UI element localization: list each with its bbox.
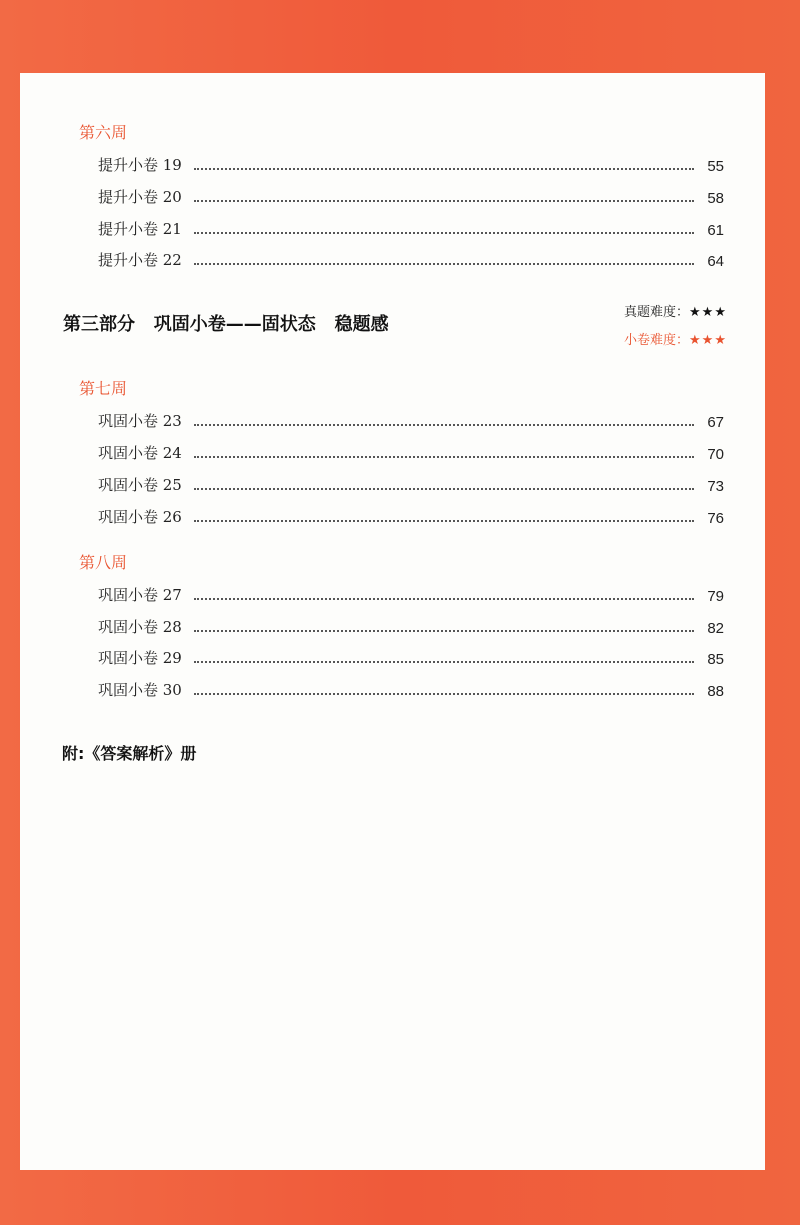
page-number: 82 xyxy=(707,620,724,637)
week8-heading: 第八周 xyxy=(79,553,128,572)
real-difficulty-rating xyxy=(624,301,727,320)
toc-entry[interactable] xyxy=(98,151,724,175)
week7-heading: 第七周 xyxy=(79,379,128,398)
dot-leader xyxy=(194,629,694,632)
star-icon: ★★★ xyxy=(689,333,727,348)
dot-leader xyxy=(194,199,694,202)
page-number: 64 xyxy=(707,253,724,270)
appendix-note: 附:《答案解析》册 xyxy=(62,744,197,763)
dot-leader xyxy=(194,597,694,600)
page-number: 76 xyxy=(707,510,724,527)
page-number: 55 xyxy=(707,158,724,175)
toc-entry[interactable] xyxy=(98,439,724,463)
star-icon: ★★★ xyxy=(689,305,727,320)
page-number: 58 xyxy=(707,190,724,207)
rating-label: 小卷难度： xyxy=(624,333,690,348)
dot-leader xyxy=(194,455,694,458)
toc-entry[interactable] xyxy=(98,215,724,239)
page-number: 85 xyxy=(707,651,724,668)
entry-label: 巩固小卷 26 xyxy=(98,508,182,526)
page-number: 88 xyxy=(707,683,724,700)
toc-entry[interactable] xyxy=(98,183,724,207)
toc-entry[interactable] xyxy=(98,613,724,637)
entry-label: 巩固小卷 23 xyxy=(98,412,182,430)
entry-label: 巩固小卷 27 xyxy=(98,586,182,604)
part-heading: 第三部分 巩固小卷——固状态 稳题感 xyxy=(63,314,389,335)
toc-entry[interactable] xyxy=(98,471,724,495)
dot-leader xyxy=(194,519,694,522)
page-number: 73 xyxy=(707,478,724,495)
entry-label: 提升小卷 19 xyxy=(98,156,182,174)
entry-label: 巩固小卷 24 xyxy=(98,444,182,462)
dot-leader xyxy=(194,660,694,663)
toc-entry[interactable] xyxy=(98,676,724,700)
toc-entry[interactable] xyxy=(98,644,724,668)
dot-leader xyxy=(194,692,694,695)
dot-leader xyxy=(194,423,694,426)
entry-label: 巩固小卷 30 xyxy=(98,681,182,699)
entry-label: 提升小卷 21 xyxy=(98,220,182,238)
entry-label: 提升小卷 20 xyxy=(98,188,182,206)
toc-page xyxy=(20,73,765,1170)
week6-heading: 第六周 xyxy=(79,123,128,142)
dot-leader xyxy=(194,231,694,234)
page-number: 67 xyxy=(707,414,724,431)
dot-leader xyxy=(194,167,694,170)
rating-label: 真题难度： xyxy=(624,305,690,320)
toc-entry[interactable] xyxy=(98,503,724,527)
dot-leader xyxy=(194,487,694,490)
entry-label: 巩固小卷 29 xyxy=(98,649,182,667)
page-number: 70 xyxy=(707,446,724,463)
entry-label: 巩固小卷 28 xyxy=(98,618,182,636)
dot-leader xyxy=(194,262,694,265)
toc-entry[interactable] xyxy=(98,581,724,605)
page-number: 79 xyxy=(707,588,724,605)
entry-label: 巩固小卷 25 xyxy=(98,476,182,494)
toc-entry[interactable] xyxy=(98,407,724,431)
page-number: 61 xyxy=(707,222,724,239)
entry-label: 提升小卷 22 xyxy=(98,251,182,269)
paper-difficulty-rating xyxy=(624,329,727,348)
toc-entry[interactable] xyxy=(98,246,724,270)
